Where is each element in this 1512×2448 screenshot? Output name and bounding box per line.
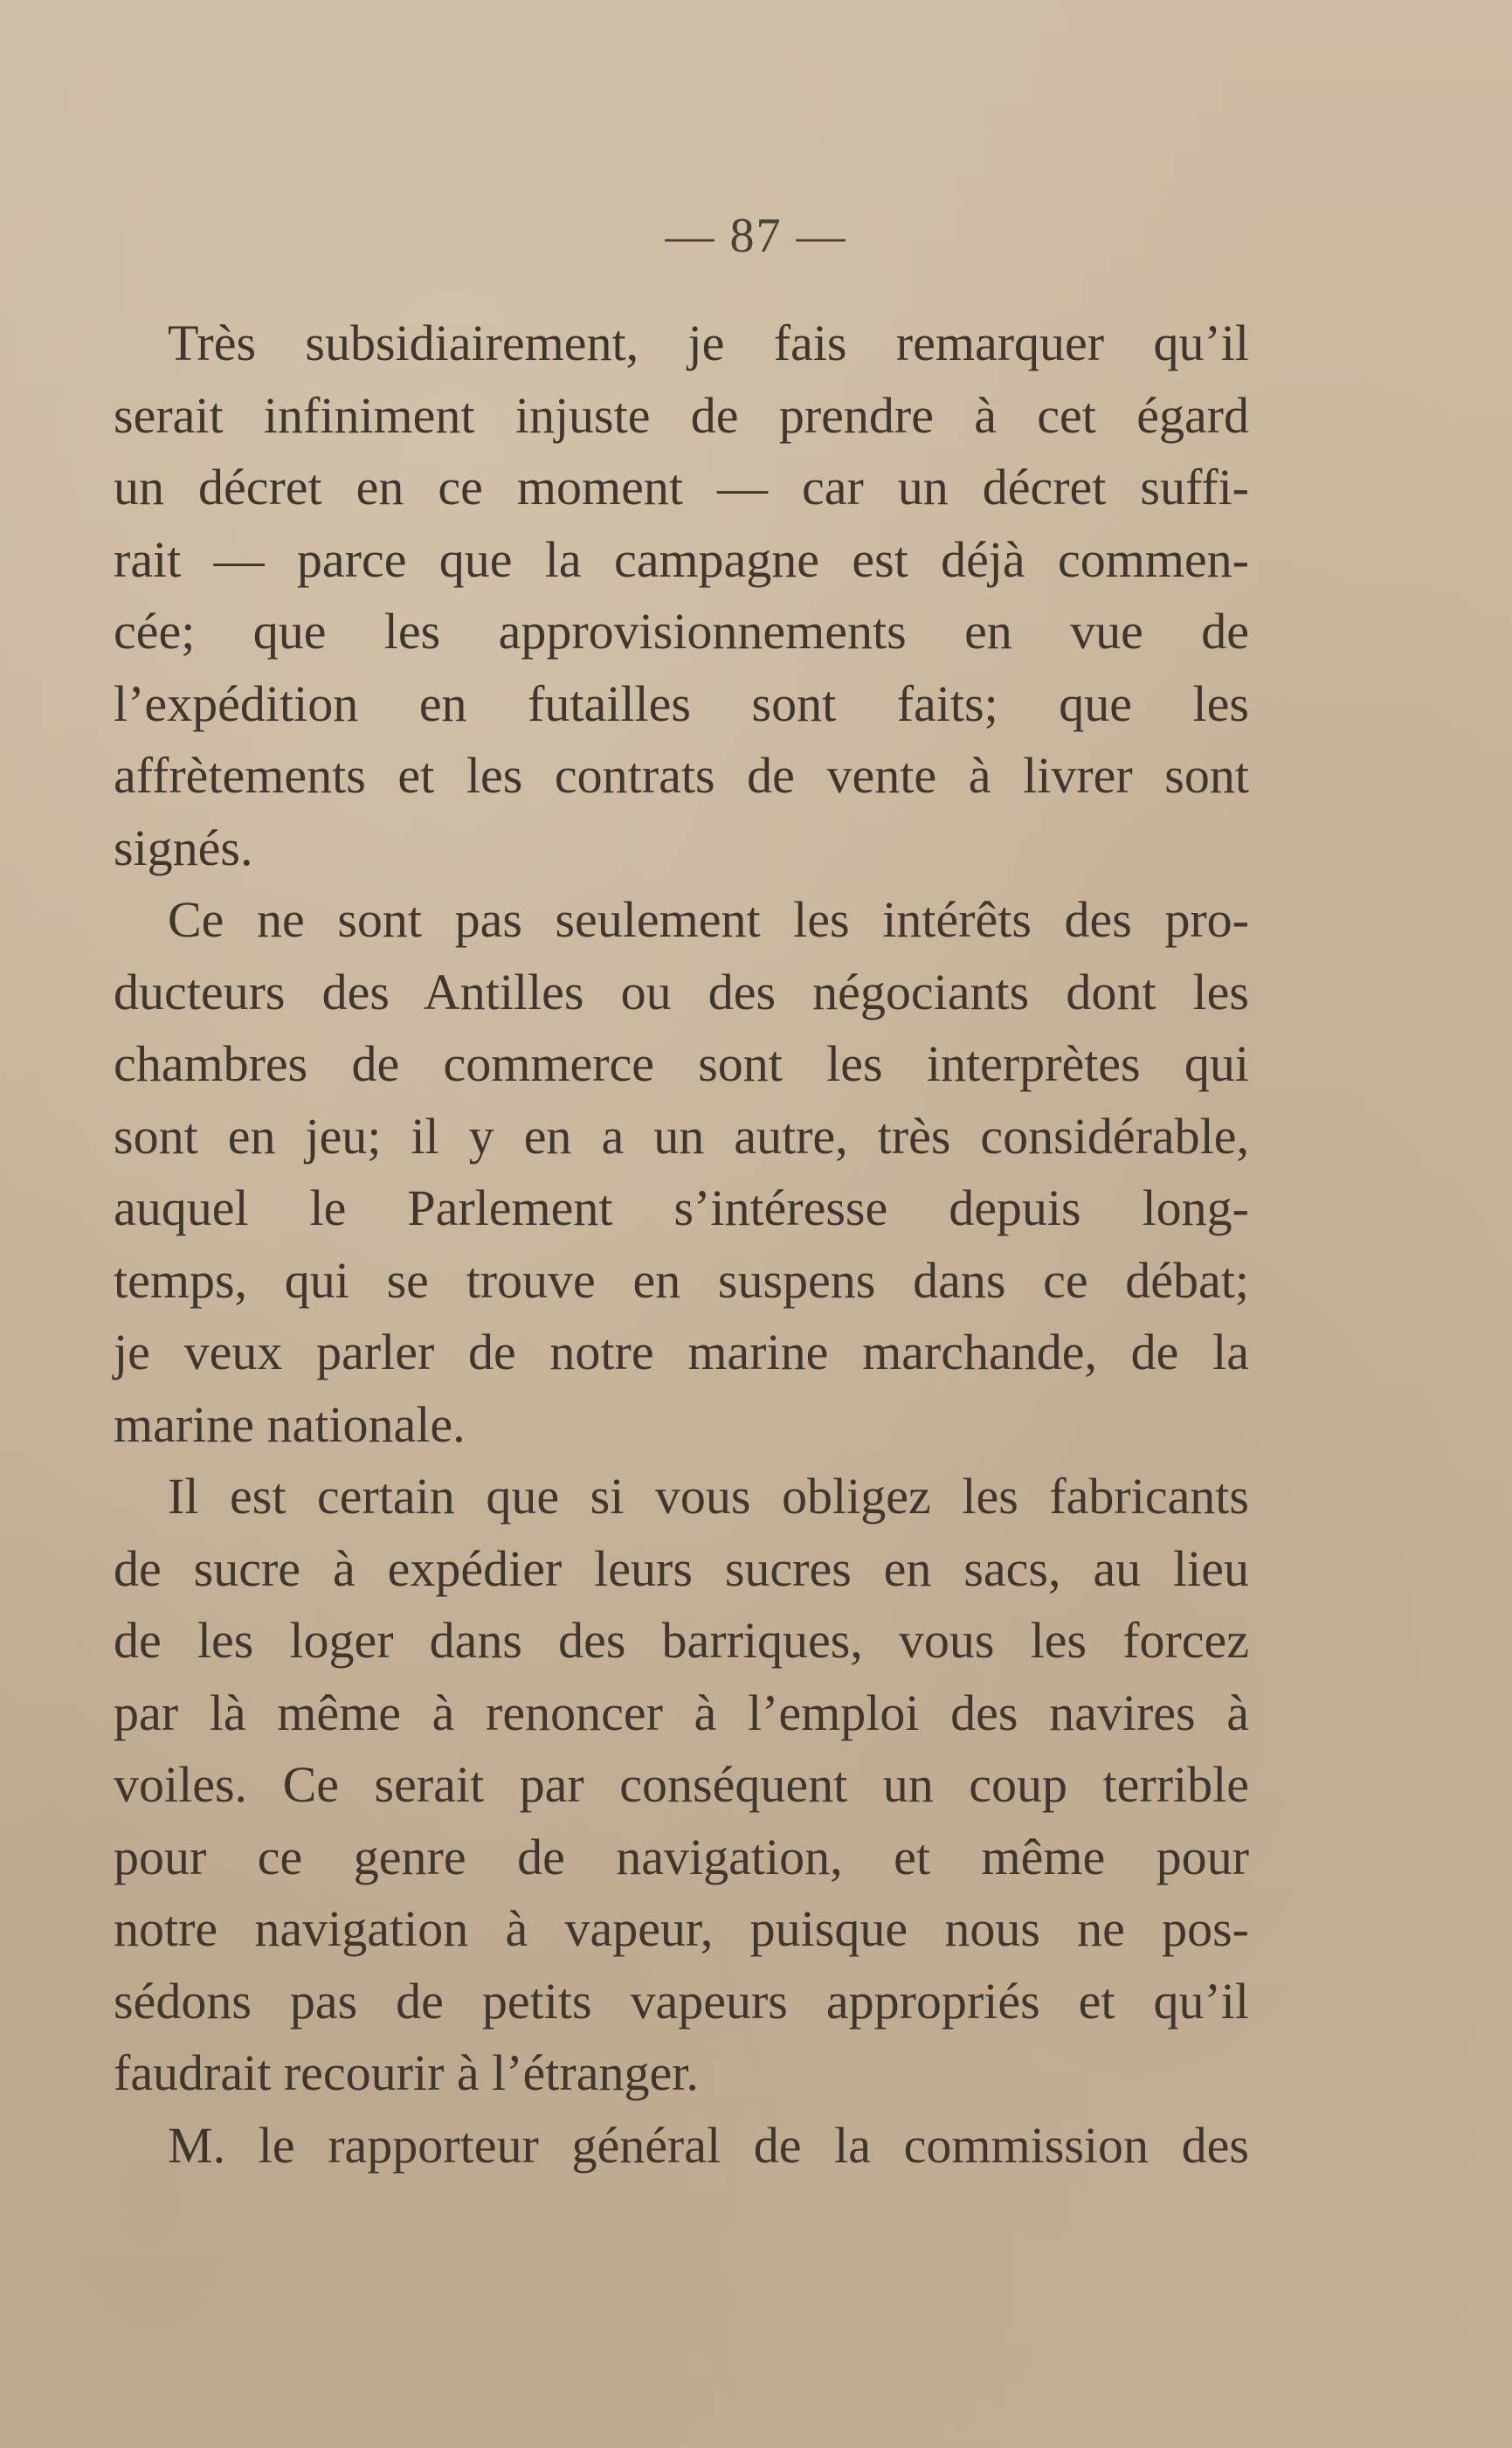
page-number: — 87 — [665, 209, 847, 263]
text-line: marine nationale. [114, 1395, 466, 1453]
text-line: chambres de commerce sont les interprètes qui [114, 1035, 1249, 1092]
text-line: de les loger dans des barriques, vous les forcez [114, 1612, 1249, 1669]
text-line: serait infiniment injuste de prendre à cet égard [114, 386, 1249, 444]
text-line: affrètements et les contrats de vente à livrer sont [114, 747, 1249, 804]
body-text [114, 308, 1249, 2182]
text-line: l’expédition en futailles sont faits; que les [114, 674, 1249, 732]
text-line: faudrait recourir à l’étranger. [114, 2044, 699, 2101]
text-line: signés. [114, 819, 253, 876]
text-line: auquel le Parlement s’intéresse depuis long- [114, 1179, 1249, 1236]
text-line: Très subsidiairement, je fais remarquer qu’il [168, 315, 1249, 371]
text-line: notre navigation à vapeur, puisque nous ne pos- [114, 1900, 1249, 1957]
text-line: sont en jeu; il y en a un autre, très considérable, [114, 1107, 1249, 1165]
text-line: par là même à renoncer à l’emploi des navires à [114, 1684, 1249, 1741]
text-line: pour ce genre de navigation, et même pour [114, 1828, 1249, 1885]
text-line: voiles. Ce serait par conséquent un coup terrible [114, 1756, 1249, 1813]
text-line: temps, qui se trouve en suspens dans ce débat; [114, 1251, 1249, 1309]
text-line: cée; que les approvisionnements en vue de [114, 603, 1249, 660]
text-line: Ce ne sont pas seulement les intérêts des pro- [168, 891, 1249, 948]
text-line: M. le rapporteur général de la commission des [168, 2116, 1249, 2174]
text-line: un décret en ce moment — car un décret suffi- [114, 459, 1249, 515]
text-line: ducteurs des Antilles ou des négociants dont les [114, 963, 1249, 1020]
text-line: je veux parler de notre marine marchande, de la [114, 1324, 1249, 1380]
text-line: Il est certain que si vous obligez les fabricants [168, 1468, 1249, 1525]
text-line: de sucre à expédier leurs sucres en sacs, au lieu [114, 1539, 1249, 1597]
text-line: sédons pas de petits vapeurs appropriés et qu’il [114, 1972, 1249, 2030]
text-line: rait — parce que la campagne est déjà commen- [114, 530, 1249, 588]
